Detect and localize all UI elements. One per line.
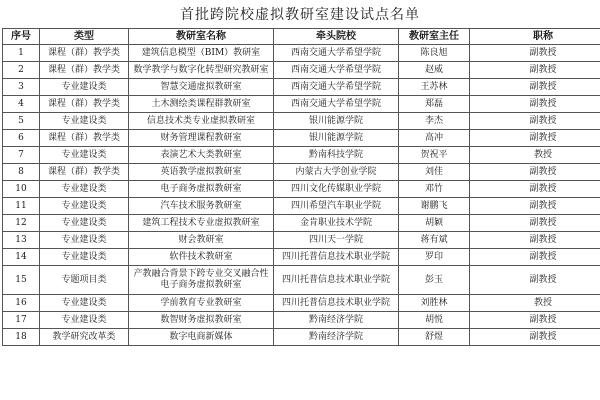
cell-office-name: 学前教育专业教研室 — [129, 295, 274, 312]
cell-title-rank: 副教授 — [470, 164, 600, 181]
cell-type: 专业建设类 — [40, 312, 129, 329]
cell-office-name: 信息技术类专业虚拟教研室 — [129, 113, 274, 130]
table-row — [3, 113, 600, 130]
cell-lead-school: 黔南科技学院 — [274, 147, 399, 164]
header-index: 序号 — [3, 29, 40, 45]
cell-type: 专业建设类 — [40, 215, 129, 232]
cell-title-rank: 副教授 — [470, 249, 600, 266]
cell-title-rank: 副教授 — [470, 215, 600, 232]
cell-index: 3 — [3, 79, 40, 96]
cell-lead-school: 四川希望汽车职业学院 — [274, 198, 399, 215]
cell-type: 专业建设类 — [40, 79, 129, 96]
table-row — [3, 62, 600, 79]
cell-director: 罗印 — [399, 249, 470, 266]
table-row — [3, 215, 600, 232]
cell-index: 10 — [3, 181, 40, 198]
header-lead-school: 牵头院校 — [274, 29, 399, 45]
cell-lead-school: 银川能源学院 — [274, 113, 399, 130]
header-type: 类型 — [40, 29, 129, 45]
table-row — [3, 130, 600, 147]
table-row — [3, 164, 600, 181]
cell-office-name: 财会教研室 — [129, 232, 274, 249]
cell-director: 舒煜 — [399, 329, 470, 346]
cell-director: 高冲 — [399, 130, 470, 147]
cell-office-name: 数智财务虚拟教研室 — [129, 312, 274, 329]
table-row — [3, 147, 600, 164]
cell-director: 刘佳 — [399, 164, 470, 181]
cell-director: 李杰 — [399, 113, 470, 130]
cell-lead-school: 黔南经济学院 — [274, 312, 399, 329]
table-row — [3, 312, 600, 329]
document-title: 首批跨院校虚拟教研室建设试点名单 — [180, 7, 420, 23]
table-row — [3, 295, 600, 312]
cell-lead-school: 西南交通大学希望学院 — [274, 79, 399, 96]
cell-director: 贺祝平 — [399, 147, 470, 164]
table-body — [3, 45, 600, 346]
cell-title-rank: 副教授 — [470, 62, 600, 79]
cell-office-name: 智慧交通虚拟教研室 — [129, 79, 274, 96]
cell-index: 11 — [3, 198, 40, 215]
cell-index: 6 — [3, 130, 40, 147]
cell-index: 7 — [3, 147, 40, 164]
cell-lead-school: 四川文化传媒职业学院 — [274, 181, 399, 198]
table-row — [3, 232, 600, 249]
cell-type: 专业建设类 — [40, 295, 129, 312]
cell-type: 课程（群）教学类 — [40, 62, 129, 79]
cell-type: 专题项目类 — [40, 266, 129, 295]
cell-lead-school: 西南交通大学希望学院 — [274, 96, 399, 113]
header-director: 教研室主任 — [399, 29, 470, 45]
cell-type: 专业建设类 — [40, 181, 129, 198]
cell-title-rank: 副教授 — [470, 96, 600, 113]
cell-title-rank: 副教授 — [470, 79, 600, 96]
pilot-list-table — [2, 28, 600, 346]
table-row — [3, 96, 600, 113]
cell-office-name: 产教融合背景下跨专业交叉融合性电子商务虚拟教研室 — [129, 266, 274, 295]
cell-office-name: 建筑信息模型（BIM）教研室 — [129, 45, 274, 62]
cell-director: 胡悦 — [399, 312, 470, 329]
cell-lead-school: 四川托普信息技术职业学院 — [274, 295, 399, 312]
cell-index: 13 — [3, 232, 40, 249]
cell-lead-school: 银川能源学院 — [274, 130, 399, 147]
table-row — [3, 249, 600, 266]
table-row — [3, 266, 600, 295]
cell-index: 2 — [3, 62, 40, 79]
cell-title-rank: 副教授 — [470, 45, 600, 62]
cell-index: 18 — [3, 329, 40, 346]
cell-title-rank: 副教授 — [470, 198, 600, 215]
cell-type: 专业建设类 — [40, 232, 129, 249]
cell-office-name: 表演艺术大类教研室 — [129, 147, 274, 164]
cell-office-name: 英语教学虚拟教研室 — [129, 164, 274, 181]
cell-index: 16 — [3, 295, 40, 312]
cell-director: 彭玉 — [399, 266, 470, 295]
cell-title-rank: 副教授 — [470, 181, 600, 198]
cell-lead-school: 黔南经济学院 — [274, 329, 399, 346]
cell-title-rank: 副教授 — [470, 232, 600, 249]
cell-office-name: 财务管理课程教研室 — [129, 130, 274, 147]
cell-type: 专业建设类 — [40, 113, 129, 130]
cell-index: 8 — [3, 164, 40, 181]
cell-office-name: 土木测绘类课程群教研室 — [129, 96, 274, 113]
cell-type: 课程（群）教学类 — [40, 130, 129, 147]
cell-office-name: 软件技术教研室 — [129, 249, 274, 266]
cell-director: 郑磊 — [399, 96, 470, 113]
cell-index: 12 — [3, 215, 40, 232]
cell-type: 专业建设类 — [40, 147, 129, 164]
cell-type: 课程（群）教学类 — [40, 96, 129, 113]
cell-title-rank: 副教授 — [470, 329, 600, 346]
cell-title-rank: 教授 — [470, 147, 600, 164]
cell-title-rank: 副教授 — [470, 312, 600, 329]
cell-office-name: 汽车技术服务教研室 — [129, 198, 274, 215]
cell-index: 14 — [3, 249, 40, 266]
cell-lead-school: 四川天一学院 — [274, 232, 399, 249]
table-row — [3, 198, 600, 215]
cell-office-name: 数字电商新媒体 — [129, 329, 274, 346]
table-row — [3, 181, 600, 198]
table-row — [3, 79, 600, 96]
cell-lead-school: 四川托普信息技术职业学院 — [274, 249, 399, 266]
cell-director: 胡颖 — [399, 215, 470, 232]
cell-director: 王苏林 — [399, 79, 470, 96]
cell-office-name: 建筑工程技术专业虚拟教研室 — [129, 215, 274, 232]
cell-type: 教学研究改革类 — [40, 329, 129, 346]
table-row — [3, 45, 600, 62]
cell-director: 刘胜林 — [399, 295, 470, 312]
table-header-row — [3, 29, 600, 45]
cell-title-rank: 教授 — [470, 295, 600, 312]
table-row — [3, 329, 600, 346]
cell-lead-school: 内蒙古大学创业学院 — [274, 164, 399, 181]
cell-type: 专业建设类 — [40, 198, 129, 215]
cell-director: 邓竹 — [399, 181, 470, 198]
cell-lead-school: 金肯职业技术学院 — [274, 215, 399, 232]
cell-index: 1 — [3, 45, 40, 62]
cell-index: 15 — [3, 266, 40, 295]
cell-type: 课程（群）教学类 — [40, 45, 129, 62]
cell-lead-school: 四川托普信息技术职业学院 — [274, 266, 399, 295]
cell-title-rank: 副教授 — [470, 130, 600, 147]
cell-title-rank: 副教授 — [470, 266, 600, 295]
header-office-name: 教研室名称 — [129, 29, 274, 45]
cell-director: 谢鹏飞 — [399, 198, 470, 215]
cell-title-rank: 副教授 — [470, 113, 600, 130]
cell-director: 赵威 — [399, 62, 470, 79]
cell-index: 17 — [3, 312, 40, 329]
cell-lead-school: 西南交通大学希望学院 — [274, 45, 399, 62]
cell-director: 陈良旭 — [399, 45, 470, 62]
cell-lead-school: 西南交通大学希望学院 — [274, 62, 399, 79]
cell-director: 蒋有斌 — [399, 232, 470, 249]
header-title-rank: 职称 — [470, 29, 600, 45]
cell-type: 课程（群）教学类 — [40, 164, 129, 181]
cell-type: 专业建设类 — [40, 249, 129, 266]
cell-office-name: 电子商务虚拟教研室 — [129, 181, 274, 198]
cell-office-name: 数学教学与数字化转型研究教研室 — [129, 62, 274, 79]
cell-index: 4 — [3, 96, 40, 113]
cell-index: 5 — [3, 113, 40, 130]
